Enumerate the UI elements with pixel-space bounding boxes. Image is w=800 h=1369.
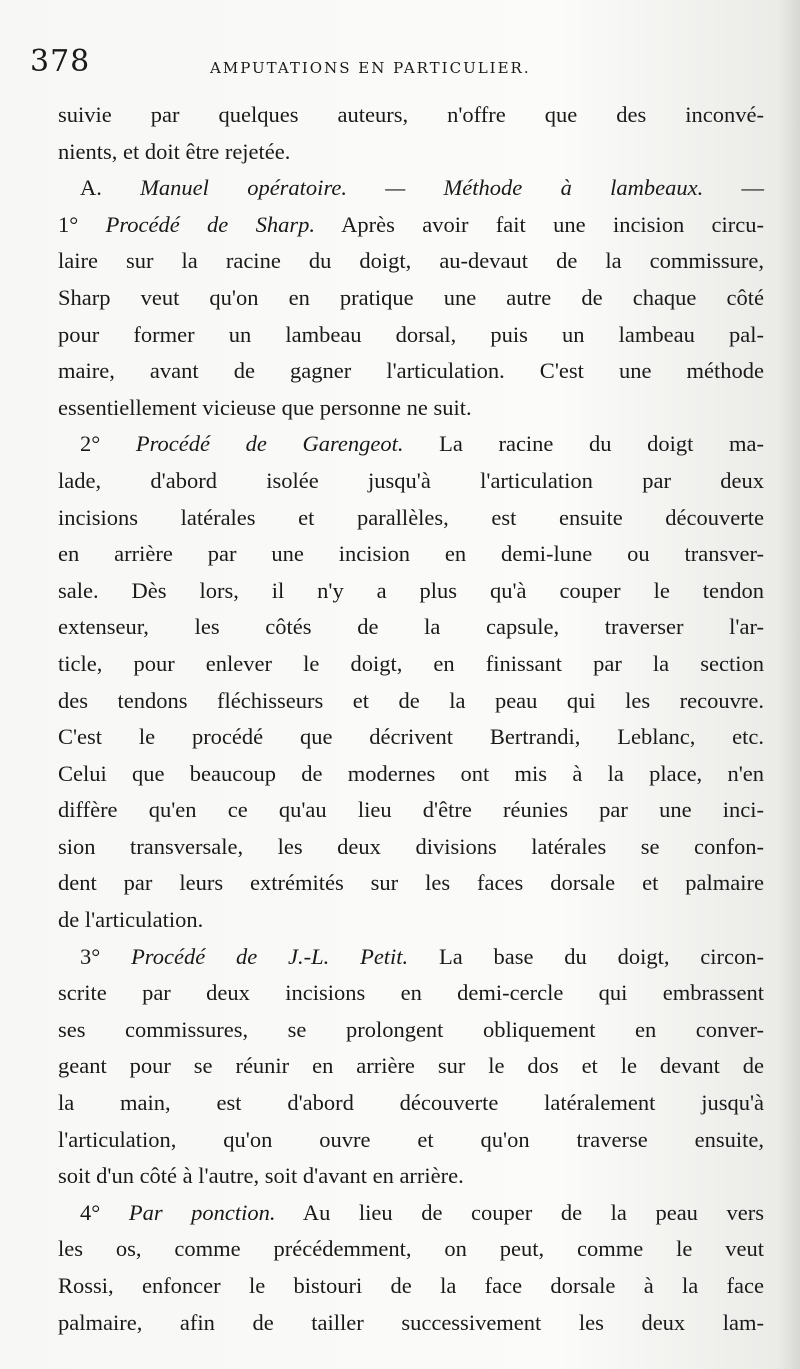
text-line: C'est le procédé que décrivent Bertrandi, Leblanc, etc. [58,724,764,750]
line-prefix: A. [80,175,141,201]
text-line: des tendons fléchisseurs et de la peau qui les recouvre. [58,687,764,713]
text-line: dent par leurs extrémités sur les faces dorsale et palmaire [58,870,764,896]
line-prefix: 4° [80,1199,129,1225]
line-continuation: — [703,175,764,201]
text-line: les os, comme précédemment, on peut, comme le veut [58,1236,764,1262]
text-line: incisions latérales et parallèles, est ensuite découverte [58,504,764,530]
page-spine-shadow [778,0,800,1369]
text-line: palmaire, afin de tailler successivement les deux lam- [58,1309,764,1335]
text-line [58,207,764,244]
text-line [58,170,764,207]
text-line: ticle, pour enlever le doigt, en finissant par la section [58,650,764,676]
text-line: extenseur, les côtés de la capsule, traverser l'ar- [58,614,764,640]
line-prefix: 2° [80,431,136,457]
text-line [58,1195,764,1232]
text-line: essentiellement vicieuse que personne ne suit. [58,394,472,420]
text-line: sion transversale, les deux divisions latérales se confon- [58,833,764,859]
line-continuation: Au lieu de couper de la peau vers [275,1199,764,1225]
text-line: de l'articulation. [58,907,204,933]
text-line: laire sur la racine du doigt, au-devaut de la commissure, [58,248,764,274]
line-italic-heading: Procédé de Sharp. [105,211,316,237]
text-line: la main, est d'abord découverte latéralement jusqu'à [58,1090,764,1116]
text-line: diffère qu'en ce qu'au lieu d'être réunies par une inci- [58,797,764,823]
page-header [30,44,770,84]
text-line [58,939,764,976]
text-line: maire, avant de gagner l'articulation. C'est une méthode [58,358,764,384]
line-continuation: La base du doigt, circon- [408,943,765,969]
line-italic-heading: Procédé de J.-L. Petit. [131,943,409,969]
body-text [58,97,764,1341]
line-continuation: La racine du doigt ma- [403,431,765,457]
text-line: scrite par deux incisions en demi-cercle qui embrassent [58,980,764,1006]
text-line: suivie par quelques auteurs, n'offre que des inconvé- [58,102,764,127]
line-prefix: 3° [80,943,132,969]
text-line: nients, et doit être rejetée. [58,138,291,164]
line-italic-heading: Procédé de Garengeot. [135,431,404,457]
text-line: Rossi, enfoncer le bistouri de la face dorsale à la face [58,1273,764,1298]
line-continuation: Après avoir fait une incision circu- [315,211,764,237]
text-line: Celui que beaucoup de modernes ont mis à la place, n'en [58,760,764,786]
running-head: AMPUTATIONS EN PARTICULIER. [210,59,531,77]
page-number: 378 [30,44,91,79]
text-line: en arrière par une incision en demi-lune ou transver- [58,541,764,567]
text-line: soit d'un côté à l'autre, soit d'avant en arrière. [58,1163,464,1189]
line-italic-heading: Par ponction. [128,1199,276,1225]
text-line: lade, d'abord isolée jusqu'à l'articulation par deux [58,467,764,493]
text-line: l'articulation, qu'on ouvre et qu'on traverse ensuite, [58,1126,764,1152]
text-line: geant pour se réunir en arrière sur le dos et le devant de [58,1053,764,1079]
text-line: ses commissures, se prolongent obliquement en conver- [58,1016,764,1042]
text-line: Sharp veut qu'on en pratique une autre de chaque côté [58,284,764,310]
line-italic-heading: Manuel opératoire. — Méthode à lambeaux. [140,175,704,201]
text-line [58,426,764,463]
text-line: sale. Dès lors, il n'y a plus qu'à couper le tendon [58,577,764,603]
line-prefix: 1° [58,211,106,237]
text-line: pour former un lambeau dorsal, puis un lambeau pal- [58,321,764,347]
